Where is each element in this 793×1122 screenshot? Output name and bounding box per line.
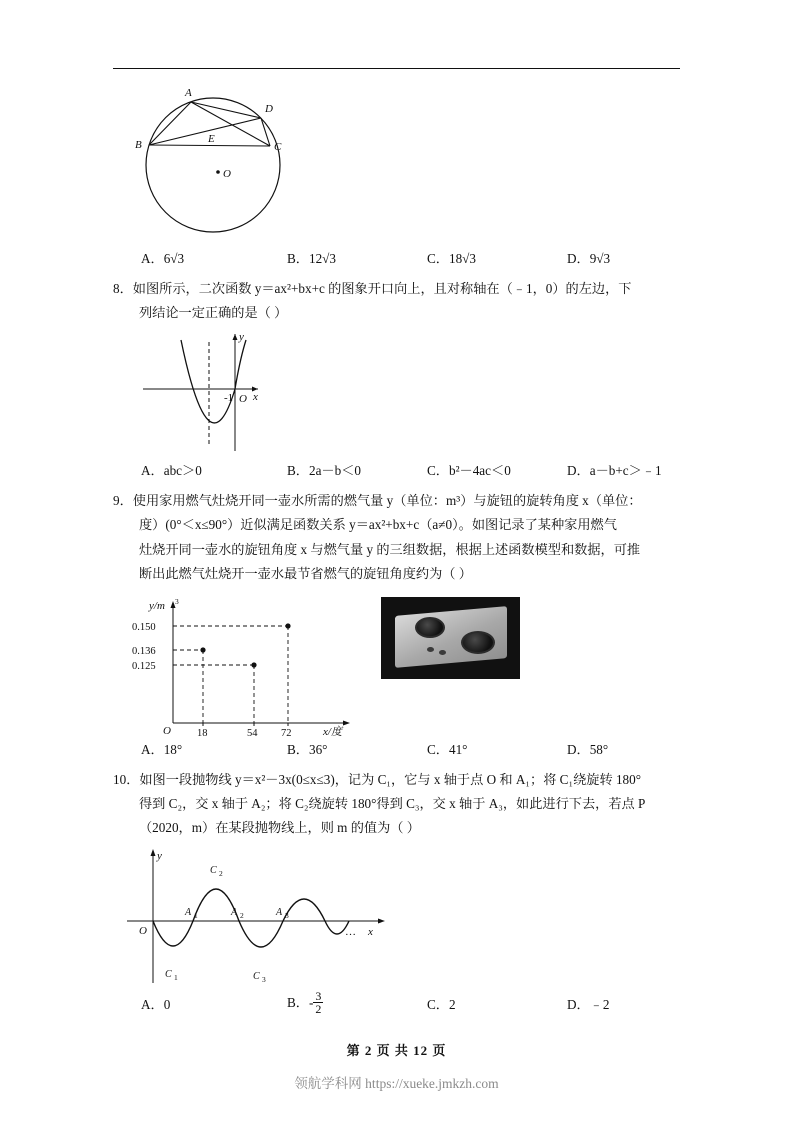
question-9-stem <box>113 489 680 513</box>
svg-text:D: D <box>265 103 273 115</box>
question-9-number: 9． <box>113 492 133 508</box>
svg-text:2: 2 <box>240 910 244 920</box>
q9-options <box>113 739 680 758</box>
fraction-numerator: 3 <box>315 988 322 1003</box>
svg-text:E: E <box>208 133 215 145</box>
q7-option-a[interactable]: A．6√3 <box>141 251 185 266</box>
svg-text:O: O <box>223 168 231 180</box>
question-10-line1: 如图一段抛物线 y＝x²－3x(0≤x≤3)，记为 C₁，它与 x 轴于点 O 和 A₁；将 C₁绕旋转 180° <box>139 771 641 787</box>
question-8-line1: 如图所示，二次函数 y＝ax²+bx+c 的图象开口向上，且对称轴在（﹣1，0）的左边，下 <box>132 281 632 296</box>
stove-knob-1 <box>427 647 434 652</box>
question-8-line2: 列结论一定正确的是（ ） <box>139 305 288 321</box>
q8-option-a[interactable]: A．abc＞0 <box>141 462 202 478</box>
svg-text:x: x <box>368 925 373 938</box>
svg-text:C: C <box>274 141 282 153</box>
svg-text:A: A <box>185 87 192 99</box>
question-9-line2: 度）(0°＜x≤90°）近似满足函数关系 y＝ax²+bx+c（a≠0）。如图记录了某种家用燃气 <box>139 517 617 533</box>
svg-text:A: A <box>276 906 283 918</box>
svg-text:3: 3 <box>262 974 266 984</box>
q9-option-d[interactable]: D．58° <box>567 741 609 757</box>
svg-text:y: y <box>157 849 162 862</box>
svg-text:3: 3 <box>175 596 179 606</box>
circle-figure <box>113 80 680 252</box>
svg-text:C: C <box>165 968 172 980</box>
q9-option-a[interactable]: A．18° <box>141 741 183 757</box>
svg-text:2: 2 <box>219 868 223 878</box>
svg-text:54: 54 <box>247 727 258 739</box>
q9-option-c[interactable]: C．41° <box>427 741 468 757</box>
site-brand-footer: 领航学科网 https://xueke.jmkzh.com <box>294 1076 499 1091</box>
svg-text:A: A <box>185 906 192 918</box>
svg-text:C: C <box>210 864 217 876</box>
stove-knob-2 <box>439 650 446 655</box>
header-rule <box>113 68 680 69</box>
fraction-denominator: 2 <box>315 1002 322 1017</box>
stove-burner-left <box>415 617 445 638</box>
svg-text:0.125: 0.125 <box>132 660 156 672</box>
page-number-footer: 第 2 页 共 12 页 <box>346 1043 447 1058</box>
question-10-line2: 得到 C₂，交 x 轴于 A₂；将 C₂绕旋转 180°得到 C₃，交 x 轴于 A₃，如此进行下去，若点 P <box>139 795 646 811</box>
question-9-line4: 断出此燃气灶烧开一壶水最节省燃气的旋钮角度约为（ ） <box>139 566 472 582</box>
wave-figure-svg <box>113 843 423 993</box>
q10-option-b-fraction <box>313 990 323 1016</box>
question-10-number: 10． <box>113 771 140 787</box>
q10-option-a[interactable]: A．0 <box>141 997 171 1013</box>
q10-option-c[interactable]: C．2 <box>427 997 456 1013</box>
svg-text:y: y <box>239 330 244 343</box>
svg-text:O: O <box>239 392 247 405</box>
q8-option-c[interactable]: C．b²－4ac＜0 <box>427 462 511 478</box>
q10-option-b-sign: - <box>308 994 314 1010</box>
q10-option-b[interactable] <box>287 988 427 1017</box>
question-9-line3: 灶烧开同一壶水的旋钮角度 x 与燃气量 y 的三组数据，根据上述函数模型和数据，可推 <box>139 541 641 557</box>
q7-option-b[interactable]: B．12√3 <box>287 251 337 266</box>
q8-option-b[interactable]: B．2a－b＜0 <box>287 462 361 478</box>
svg-text:-1: -1 <box>224 391 234 404</box>
svg-text:A: A <box>231 906 238 918</box>
gas-chart-svg <box>113 591 383 739</box>
parabola-figure-svg <box>113 326 413 466</box>
wave-figure <box>113 843 680 993</box>
svg-text:B: B <box>135 139 142 151</box>
svg-text:18: 18 <box>197 727 208 739</box>
stove-burner-right <box>461 631 495 654</box>
svg-text:O: O <box>163 724 171 737</box>
parabola-figure <box>113 326 680 466</box>
svg-text:72: 72 <box>281 727 292 739</box>
page-content <box>113 80 680 1017</box>
q9-option-b[interactable]: B．36° <box>287 741 328 757</box>
svg-text:…: … <box>345 925 356 938</box>
svg-text:1: 1 <box>174 972 178 982</box>
q10-option-b-prefix: B． <box>287 994 309 1010</box>
question-10-line3: （2020，m）在某段抛物线上，则 m 的值为（ ） <box>139 820 420 836</box>
question-8-stem <box>113 277 680 301</box>
q8-option-d[interactable]: D．a－b+c＞﹣1 <box>567 462 662 478</box>
svg-text:O: O <box>139 924 147 937</box>
question-8-number: 8． <box>113 281 133 296</box>
question-9-line1: 使用家用燃气灶烧开同一壶水所需的燃气量 y（单位：m³）与旋钮的旋转角度 x（单位： <box>132 492 642 508</box>
svg-text:x/度: x/度 <box>323 725 342 738</box>
svg-text:3: 3 <box>285 910 289 920</box>
gas-chart-figure <box>113 591 680 739</box>
gas-stove-photo <box>381 597 520 679</box>
svg-text:C: C <box>253 970 260 982</box>
svg-text:0.150: 0.150 <box>132 621 156 633</box>
svg-text:1: 1 <box>194 910 198 920</box>
q10-options <box>113 988 680 1017</box>
question-10-stem <box>113 768 680 792</box>
svg-text:y/m: y/m <box>149 599 165 612</box>
q7-option-d[interactable]: D．9√3 <box>567 251 611 266</box>
q10-option-d[interactable]: D．﹣2 <box>567 997 610 1013</box>
q7-option-c[interactable]: C．18√3 <box>427 251 477 266</box>
svg-text:x: x <box>253 390 258 403</box>
svg-text:0.136: 0.136 <box>132 645 156 657</box>
circle-figure-svg <box>113 80 413 252</box>
